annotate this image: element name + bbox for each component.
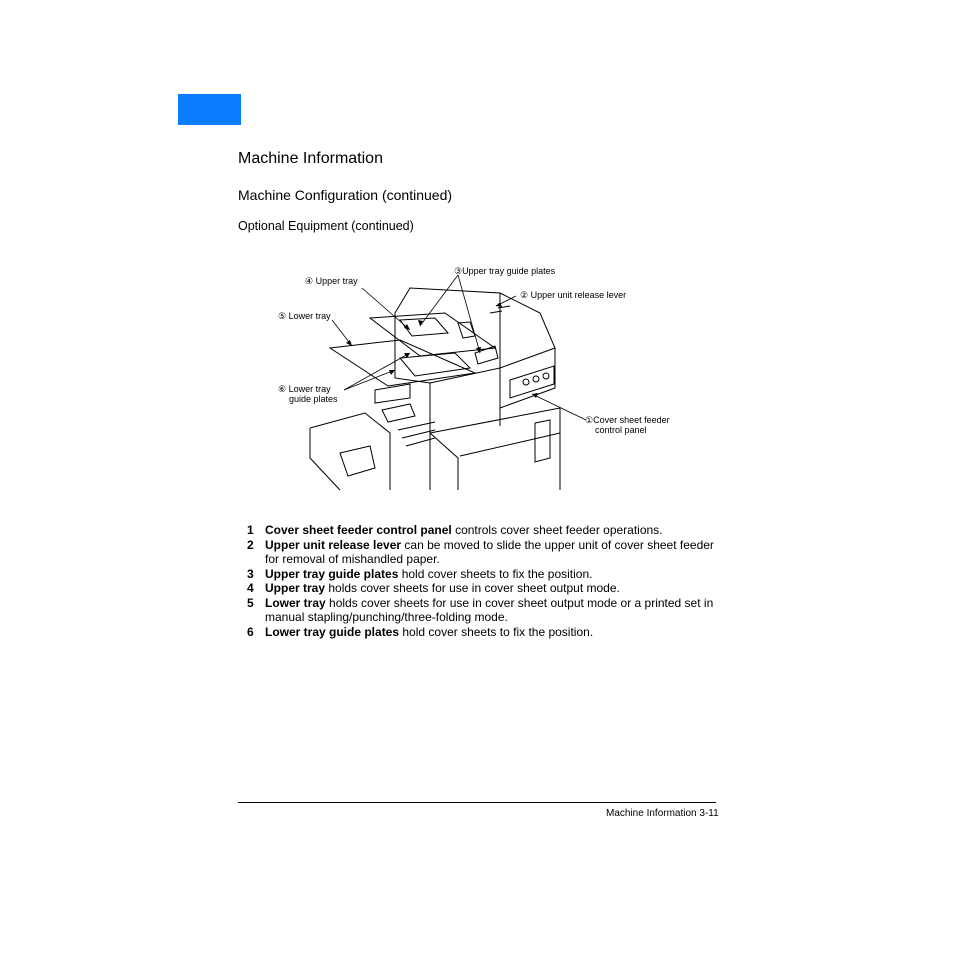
item-text xyxy=(265,625,593,640)
list-item xyxy=(247,523,727,538)
footer-divider xyxy=(238,802,716,803)
callout-cover-sheet-feeder-control-panel-line2: control panel xyxy=(595,425,647,435)
callout-cover-sheet-feeder-control-panel: ①Cover sheet feeder xyxy=(585,415,670,425)
item-term: Cover sheet feeder control panel xyxy=(265,523,452,537)
item-number: 4 xyxy=(247,581,254,595)
machine-drawing xyxy=(270,258,690,493)
item-number: 2 xyxy=(247,537,254,552)
item-term: Lower tray guide plates xyxy=(265,624,400,639)
item-text xyxy=(265,581,620,596)
callout-lower-tray-guide-plates-line2: guide plates xyxy=(289,394,338,404)
callout-lower-tray-guide-plates: ⑥ Lower tray xyxy=(278,384,331,394)
item-text xyxy=(265,523,663,538)
chapter-title: Machine Information xyxy=(238,150,383,167)
item-description: holds cover sheets for use in cover sheet output mode. xyxy=(325,581,620,595)
callout-upper-tray-guide-plates: ③Upper tray guide plates xyxy=(454,266,556,276)
list-item xyxy=(247,581,727,596)
chapter-tab-marker xyxy=(178,94,241,125)
item-description: controls cover sheet feeder operations. xyxy=(451,523,663,537)
item-term: Upper tray xyxy=(265,581,326,595)
callout-upper-tray: ④ Upper tray xyxy=(305,276,358,286)
item-number: 6 xyxy=(247,624,254,639)
page-footer: Machine Information 3-11 xyxy=(606,808,719,819)
item-description: hold cover sheets to fix the position. xyxy=(398,566,593,581)
item-description: holds cover sheets for use in cover sheet output mode or a printed set in manual stapling/punching/three-folding mode. xyxy=(265,595,714,624)
item-description: can be moved to slide the upper unit of cover sheet feeder for removal of mishandled paper. xyxy=(265,537,714,566)
list-item xyxy=(247,567,727,582)
list-item xyxy=(247,625,727,640)
item-number: 3 xyxy=(247,566,254,581)
subsection-title: Optional Equipment (continued) xyxy=(238,219,414,233)
item-description: hold cover sheets to fix the position. xyxy=(399,624,594,639)
cover-sheet-feeder-illustration xyxy=(270,258,690,493)
section-title: Machine Configuration (continued) xyxy=(238,187,453,203)
list-item xyxy=(247,538,727,567)
item-text xyxy=(265,538,727,567)
item-text xyxy=(265,567,592,582)
item-term: Upper tray guide plates xyxy=(265,566,399,581)
parts-description-list xyxy=(247,523,727,639)
callout-upper-unit-release-lever: ② Upper unit release lever xyxy=(520,290,627,300)
list-item xyxy=(247,596,727,625)
callout-lower-tray: ⑤ Lower tray xyxy=(278,311,331,321)
item-term: Lower tray xyxy=(265,595,326,610)
item-text xyxy=(265,596,727,625)
item-number: 5 xyxy=(247,595,254,610)
item-number: 1 xyxy=(247,523,254,537)
item-term: Upper unit release lever xyxy=(265,537,402,552)
